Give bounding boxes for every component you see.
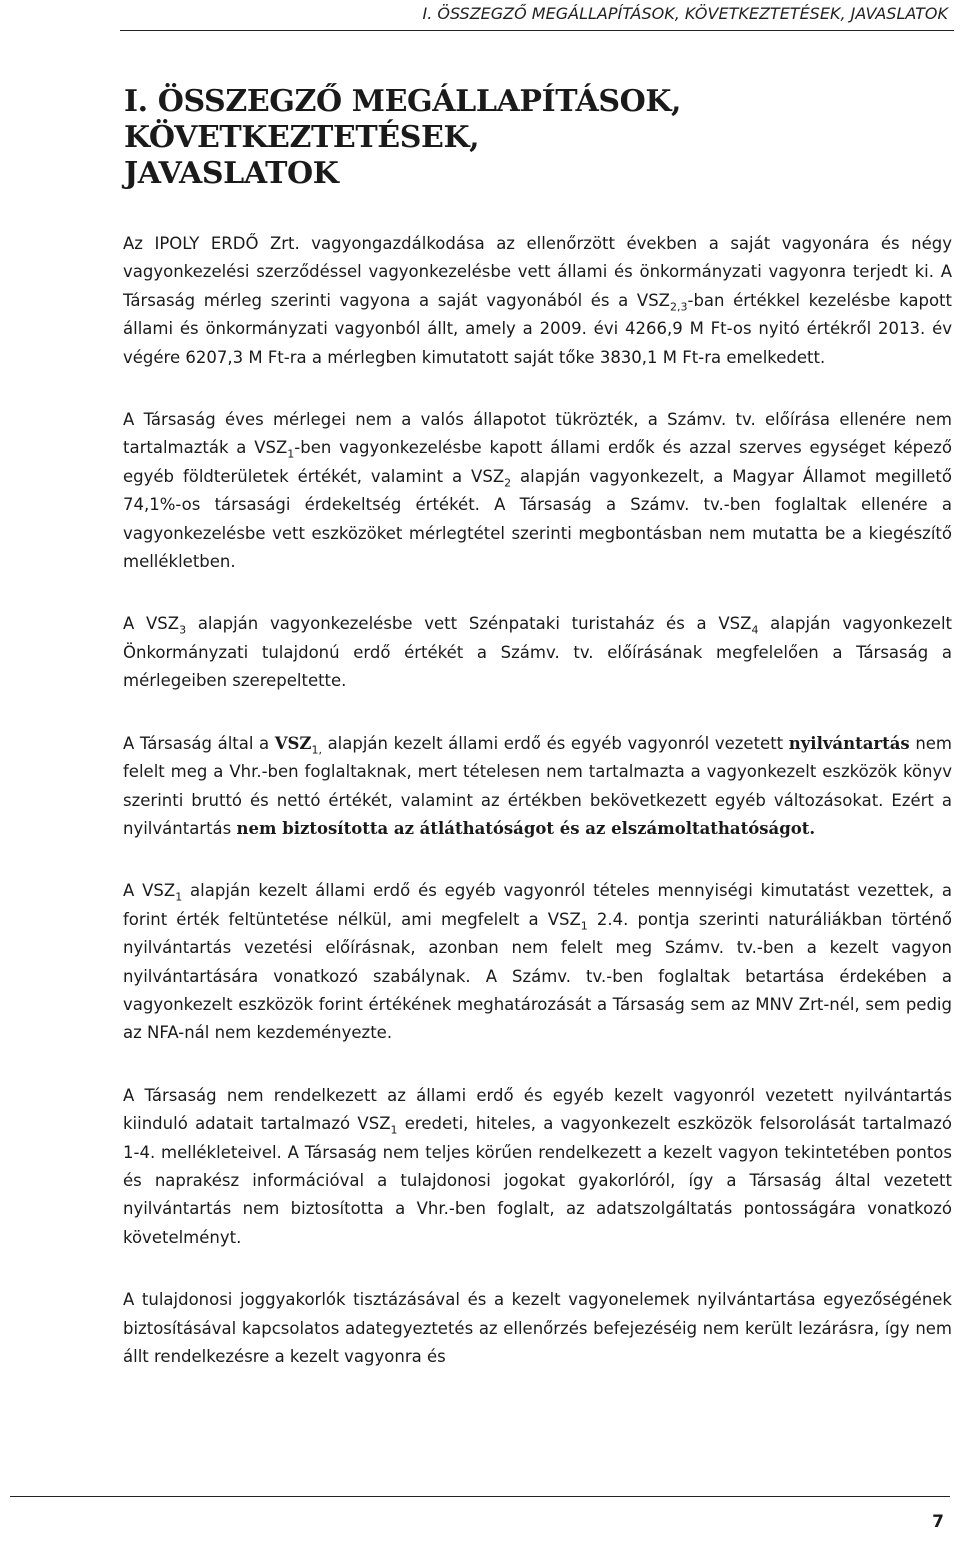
subscript: 2 (504, 476, 512, 490)
text-run: -ben vagyonkezelésbe kapott állami erdők és azzal szerves egységet képező egyéb földterületek értékét, valamint a VSZ (123, 438, 952, 486)
text-run: 2.4. pontja szerinti naturáliákban történő nyilvántartás vezetési előírásnak, azonban nem felelt meg Számv. tv.-ben a kezelt vagyon nyilvántartására vonatkozó szabálynak. A Számv. tv.-ben foglaltak betartása érdekében a vagyonkezelt eszközök forint értékének meghatározását a Társaság sem az MNV Zrt-nél, sem pedig az NFA-nál nem kezdeményezte. (123, 909, 952, 1043)
paragraph-2 (123, 406, 952, 576)
header-rule (120, 30, 954, 31)
chapter-title-line-1: I. ÖSSZEGZŐ MEGÁLLAPÍTÁSOK, KÖVETKEZTETÉSEK, (124, 84, 682, 155)
text-run: eredeti, hiteles, a vagyonkezelt eszközök felsorolását tartalmazó 1-4. mellékleteivel. A Társaság nem teljes körűen rendelkezett a kezelt vagyon tekintetében pontos és naprakész információval a tulajdonosi jogokat gyakorlóról, így a Társaság által vezetett nyilvántartás nem biztosította a Vhr.-ben foglalt, az adatszolgáltatás pontosságára vonatkozó követelményt. (123, 1114, 952, 1247)
text-run: alapján vagyonkezelésbe vett Szénpataki turistaház és a VSZ (186, 614, 752, 634)
text-run: A Társaság által a (123, 733, 275, 753)
text-run: nem felelt meg a Vhr.-ben foglaltaknak, mert tételesen nem tartalmazta a vagyonkezelt eszközök könyv szerinti bruttó és nettó értékét, valamint az értékben bekövetkezett egyéb változásokat. Ezért a nyilvántartás (123, 733, 952, 838)
body-text (123, 230, 952, 1405)
paragraph-3 (123, 610, 952, 695)
chapter-title (124, 84, 944, 192)
subscript: 2,3 (669, 300, 688, 314)
text-run: alapján vagyonkezelt Önkormányzati tulajdonú erdő értékét a Számv. tv. előírásának megfelelően a Társaság a mérlegeiben szerepeltette. (123, 614, 952, 691)
text-run: A VSZ (123, 614, 180, 634)
bold-conclusion: nem biztosította az átláthatóságot és az elszámoltathatóságot. (236, 818, 816, 838)
subscript: 1 (175, 890, 183, 904)
subscript: 1, (311, 742, 322, 756)
text-run: A Társaság éves mérlegei nem a valós állapotot tükrözték, a Számv. tv. előírása ellenére nem tartalmazták a VSZ (123, 410, 952, 458)
text-run: alapján kezelt állami erdő és egyéb vagyonról vezetett (321, 733, 789, 753)
subscript: 4 (751, 623, 759, 637)
paragraph-7 (123, 1286, 952, 1371)
paragraph-6 (123, 1082, 952, 1252)
bold-term-vsz: VSZ (274, 733, 312, 753)
subscript: 3 (179, 623, 187, 637)
text-run: -ban értékkel kezelésbe kapott állami és önkormányzati vagyonból állt, amely a 2009. évi 4266,9 M Ft-os nyitó értékről 2013. év végére 6207,3 M Ft-ra a mérlegben kimutatott saját tőke 3830,1 M Ft-ra emelkedett. (123, 290, 952, 367)
text-run: alapján kezelt állami erdő és egyéb vagyonról tételes mennyiségi kimutatást vezettek, a forint érték feltüntetése nélkül, ami megfelelt a VSZ (123, 881, 952, 929)
subscript: 1 (287, 447, 295, 461)
chapter-title-line-2: JAVASLATOK (124, 156, 339, 191)
subscript: 1 (390, 1123, 398, 1137)
footer-rule (10, 1496, 950, 1497)
text-run: A tulajdonosi joggyakorlók tisztázásával és a kezelt vagyonelemek nyilvántartása egyezőségének biztosításával kapcsolatos adategyeztetés az ellenőrzés befejezéséig nem került lezárásra, így nem állt rendelkezésre a kezelt vagyonra és (123, 1290, 952, 1366)
text-run: Az IPOLY ERDŐ Zrt. vagyongazdálkodása az ellenőrzött években a saját vagyonára és négy vagyonkezelési szerződéssel vagyonkezelésbe vett állami és önkormányzati vagyonra terjedt ki. A Társaság mérleg szerinti vagyona a saját vagyonából és a VSZ (123, 234, 952, 310)
text-run: alapján vagyonkezelt, a Magyar Államot megillető 74,1%-os társasági érdekeltség értékét. A Társaság a Számv. tv.-ben foglaltak ellenére a vagyonkezelésbe vett eszközöket mérlegtétel szerinti megbontásban nem mutatta be a kiegészítő mellékletben. (123, 466, 952, 572)
paragraph-5 (123, 877, 952, 1047)
text-run: A Társaság nem rendelkezett az állami erdő és egyéb kezelt vagyonról vezetett nyilvántartás kiinduló adatait tartalmazó VSZ (123, 1085, 952, 1134)
text-run: A VSZ (123, 881, 176, 901)
running-header: I. ÖSSZEGZŐ MEGÁLLAPÍTÁSOK, KÖVETKEZTETÉSEK, JAVASLATOK (422, 4, 948, 23)
bold-term-nyilvantartas: nyilvántartás (788, 733, 910, 753)
subscript: 1 (580, 919, 588, 933)
paragraph-4 (123, 730, 952, 844)
page-number: 7 (932, 1512, 944, 1532)
paragraph-1 (123, 230, 952, 372)
